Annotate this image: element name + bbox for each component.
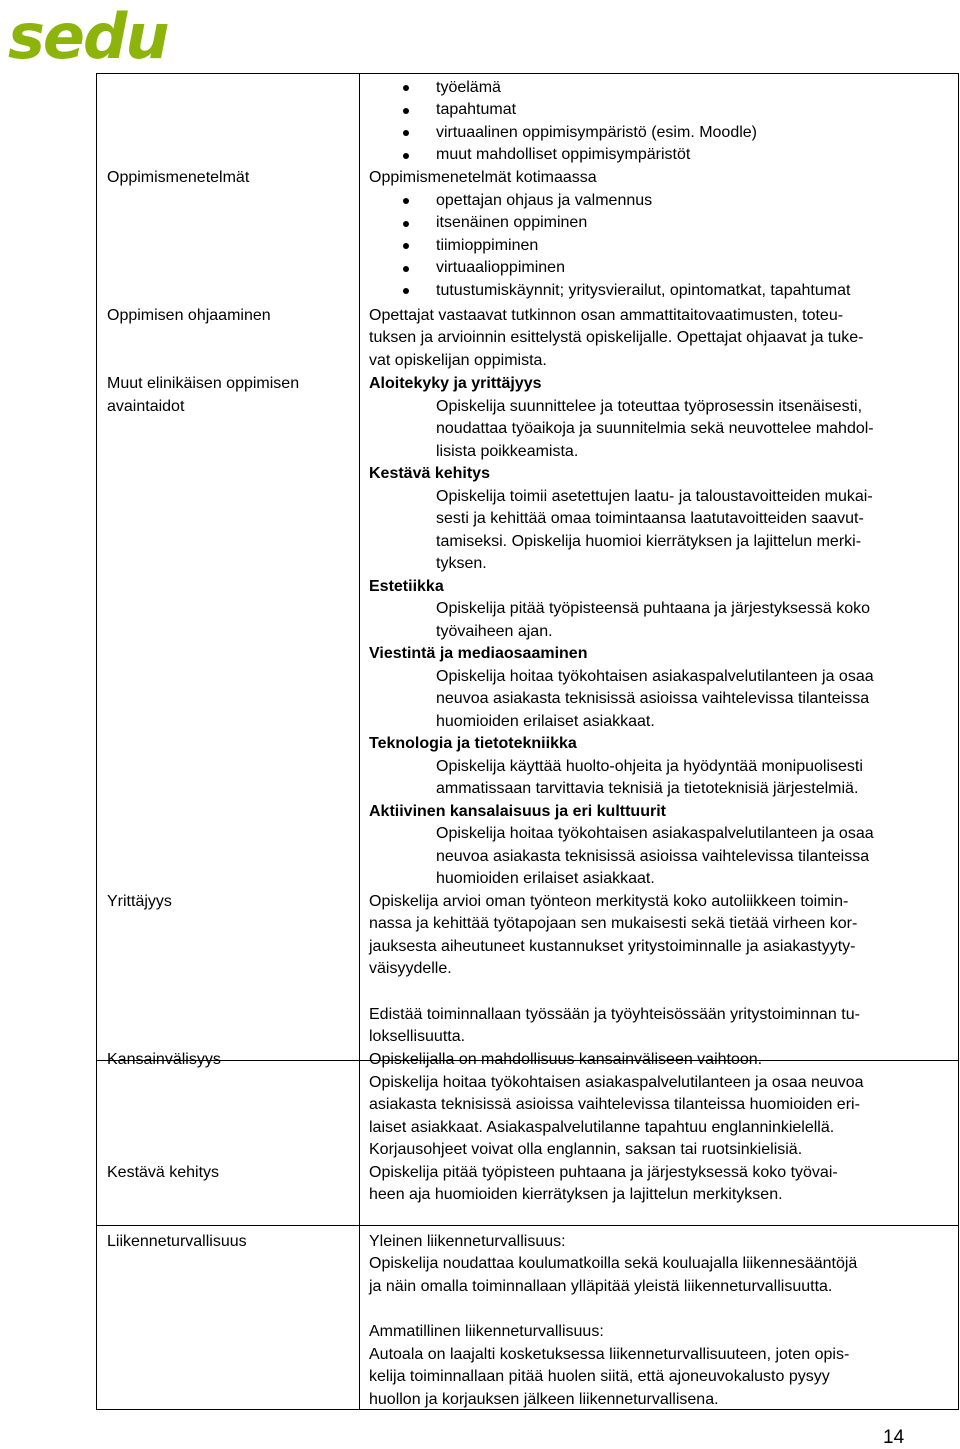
label-muut-avaintaidot-1: Muut elinikäisen oppimisen [107,375,300,392]
aloitekyky-heading: Aloitekyky ja yrittäjyys [369,375,542,392]
teknologia-heading: Teknologia ja tietotekniikka [369,735,577,752]
bullet-icon [403,108,409,114]
bullet-icon [403,288,409,294]
list-item: tutustumiskäynnit; yritysvierailut, opintomatkat, tapahtumat [436,282,851,299]
aktiivinen-heading: Aktiivinen kansalaisuus ja eri kulttuurit [369,803,666,820]
ammatillinen-liikenne-text: Autoala on laajalti kosketuksessa liikenneturvallisuuteen, joten opis- [369,1346,850,1363]
ammatillinen-liikenne-text: kelija toiminnallaan pitää huolen siitä, että ajoneuvokalusto pysyy [369,1368,830,1385]
bullet-icon [403,243,409,249]
estetiikka-heading: Estetiikka [369,578,444,595]
sedu-logo [6,0,176,66]
kestava-row-text: heen aja huomioiden kierrätyksen ja lajittelun merkityksen. [369,1186,783,1203]
kestava-text: tamiseksi. Opiskelija huomioi kierrätyksen ja lajittelun merki- [436,533,862,550]
kestava-heading: Kestävä kehitys [369,465,490,482]
viestinta-text: huomioiden erilaiset asiakkaat. [436,713,655,730]
label-kestava-kehitys: Kestävä kehitys [107,1164,220,1181]
viestinta-text: Opiskelija hoitaa työkohtaisen asiakaspalvelutilanteen ja osaa [436,668,874,685]
list-item: virtuaalioppiminen [436,259,565,276]
bullet-icon [403,266,409,272]
bullet-icon [403,198,409,204]
ammatillinen-liikenne-heading: Ammatillinen liikenneturvallisuus: [369,1323,604,1340]
kansainvalisyys-text: Opiskelija hoitaa työkohtaisen asiakaspalvelutilanteen ja osaa neuvoa [369,1074,864,1091]
aloitekyky-text: noudattaa työaikoja ja suunnitelmia sekä neuvottelee mahdol- [436,420,874,437]
list-item: virtuaalinen oppimisympäristö (esim. Moodle) [436,124,758,141]
label-liikenneturvallisuus: Liikenneturvallisuus [107,1233,247,1250]
sedu-logo-mark [6,0,176,66]
label-oppimisen-ohjaaminen: Oppimisen ohjaaminen [107,307,271,324]
page-number: 14 [883,1427,905,1448]
list-item: muut mahdolliset oppimisympäristöt [436,146,691,163]
kansainvalisyys-text: Opiskelijalla on mahdollisuus kansainväliseen vaihtoon. [369,1051,763,1068]
bullet-icon [403,153,409,159]
yrittajyys-text: väisyydelle. [369,960,452,977]
kansainvalisyys-text: laiset asiakkaat. Asiakaspalvelutilanne tapahtuu englanninkielellä. [369,1119,835,1136]
estetiikka-text: Opiskelija pitää työpisteensä puhtaana ja järjestyksessä koko [436,600,871,617]
aktiivinen-text: huomioiden erilaiset asiakkaat. [436,870,655,887]
aktiivinen-text: Opiskelija hoitaa työkohtaisen asiakaspalvelutilanteen ja osaa [436,825,874,842]
bullet-icon [403,130,409,136]
edistaa-text: Edistää toiminnallaan työssään ja työyhteisössään yritystoiminnan tu- [369,1006,860,1023]
label-kansainvalisyys: Kansainvälisyys [107,1051,221,1068]
row-divider [97,1225,958,1226]
yleinen-liikenne-heading: Yleinen liikenneturvallisuus: [369,1233,566,1250]
ohjaaminen-text: Opettajat vastaavat tutkinnon osan ammattitaitovaatimusten, toteu- [369,307,844,324]
yrittajyys-text: nassa ja kehittää työtapojaan sen mukaisesti sekä tietää virheen kor- [369,915,858,932]
edistaa-text: loksellisuutta. [369,1028,466,1045]
kestava-row-text: Opiskelija pitää työpisteen puhtaana ja järjestyksessä koko työvai- [369,1164,838,1181]
bullet-icon [403,85,409,91]
bullet-icon [403,221,409,227]
ohjaaminen-text: vat opiskelijan oppimista. [369,352,547,369]
list-item: tapahtumat [436,101,517,118]
kotimaassa-heading: Oppimismenetelmät kotimaassa [369,169,597,186]
kansainvalisyys-text: asiakasta teknisissä asioissa vaihtelevissa tilanteissa huomioiden eri- [369,1096,860,1113]
viestinta-text: neuvoa asiakasta teknisissä asioissa vaihtelevissa tilanteissa [436,690,870,707]
label-oppimismenetelmat: Oppimismenetelmät [107,169,250,186]
ohjaaminen-text: tuksen ja arvioinnin esittelystä opiskelijalle. Opettajat ohjaavat ja tuke- [369,329,864,346]
yrittajyys-text: jauksesta aiheutuneet kustannukset yritystoiminnalle ja asiakastyyty- [369,938,856,955]
yleinen-liikenne-text: Opiskelija noudattaa koulumatkoilla sekä kouluajalla liikennesääntöjä [369,1255,858,1272]
aloitekyky-text: Opiskelija suunnittelee ja toteuttaa työprosessin itsenäisesti, [436,398,863,415]
list-item: itsenäinen oppiminen [436,214,588,231]
yleinen-liikenne-text: ja näin omalla toiminnallaan ylläpitää yleistä liikenneturvallisuutta. [369,1278,833,1295]
estetiikka-text: työvaiheen ajan. [436,623,553,640]
kansainvalisyys-text: Korjausohjeet voivat olla englannin, saksan tai ruotsinkielisiä. [369,1141,803,1158]
column-divider [359,74,360,1409]
aktiivinen-text: neuvoa asiakasta teknisissä asioissa vaihtelevissa tilanteissa [436,848,870,865]
teknologia-text: ammatissaan tarvittavia teknisiä ja tietoteknisiä järjestelmiä. [436,780,859,797]
logo-text: sedu [8,0,168,66]
label-yrittajyys: Yrittäjyys [107,893,172,910]
ammatillinen-liikenne-text: huollon ja korjauksen jälkeen liikenneturvallisena. [369,1391,719,1408]
kestava-text: tyksen. [436,555,487,572]
kestava-text: Opiskelija toimii asetettujen laatu- ja taloustavoitteiden mukai- [436,488,873,505]
label-muut-avaintaidot-2: avaintaidot [107,398,185,415]
list-item: työelämä [436,79,501,96]
list-item: opettajan ohjaus ja valmennus [436,192,653,209]
teknologia-text: Opiskelija käyttää huolto-ohjeita ja hyödyntää monipuolisesti [436,758,863,775]
kestava-text: sesti ja kehittää omaa toimintaansa laatutavoitteiden saavut- [436,510,864,527]
yrittajyys-text: Opiskelija arvioi oman työnteon merkitystä koko autoliikkeen toimin- [369,893,849,910]
aloitekyky-text: lisista poikkeamista. [436,443,579,460]
list-item: tiimioppiminen [436,237,539,254]
viestinta-heading: Viestintä ja mediaosaaminen [369,645,588,662]
